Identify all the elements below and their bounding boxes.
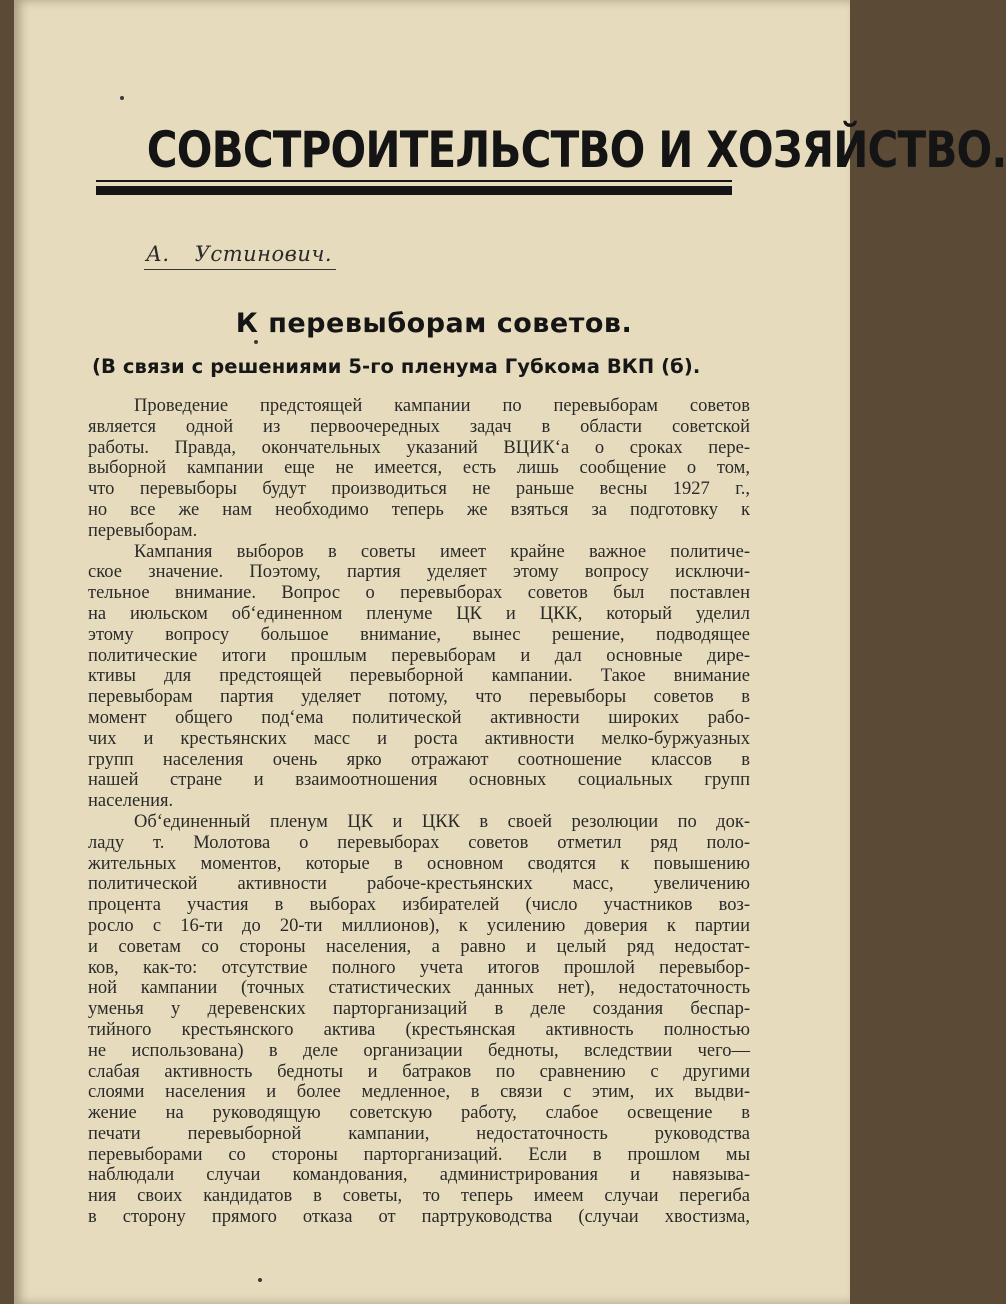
- body-line: ское значение. Поэтому, партия уделяет этому вопросу исключи-: [88, 562, 750, 583]
- body-line: тийного крестьянского актива (крестьянская активность полностью: [88, 1019, 750, 1040]
- body-line: политической активности рабоче-крестьянских масс, увеличению: [88, 874, 750, 895]
- body-line: политические итоги прошлым перевыборам и дал основные дире-: [88, 645, 750, 666]
- body-line: ков, как-то: отсутствие полного учета итогов прошлой перевыбор-: [88, 957, 750, 978]
- body-line: перевыборам партия уделяет потому, что перевыборы советов в: [88, 687, 750, 708]
- body-line: жение на руководящую советскую работу, слабое освещение в: [88, 1103, 750, 1124]
- section-title: СОВСТРОИТЕЛЬСТВО И ХОЗЯЙСТВО.: [146, 121, 1006, 179]
- body-line: слабая активность бедноты и батраков по сравнению с другими: [88, 1061, 750, 1082]
- body-line: этому вопросу большое внимание, вынес решение, подводящее: [88, 624, 750, 645]
- body-line: слоями населения и более медленное, в связи с этим, их выдви-: [88, 1082, 750, 1103]
- body-line: ктивы для предстоящей перевыборной кампании. Такое внимание: [88, 666, 750, 687]
- body-line: перевыборами со стороны парторганизаций. Если в прошлом мы: [88, 1144, 750, 1165]
- body-line: ладу т. Молотова о перевыборах советов отметил ряд поло-: [88, 832, 750, 853]
- body-line: ной кампании (точных статистических данных нет), недостаточность: [88, 978, 750, 999]
- body-line: населения.: [88, 791, 174, 812]
- body-line: тельное внимание. Вопрос о перевыборах советов был поставлен: [88, 583, 750, 604]
- body-line: Кампания выборов в советы имеет крайне важное политиче-: [134, 541, 750, 562]
- body-line: не использована) в деле организации бедноты, вследствии чего—: [88, 1040, 750, 1061]
- article-subtitle: (В связи с решениями 5-го пленума Губкома ВКП (б).: [92, 355, 701, 378]
- article-body: [88, 396, 750, 1228]
- print-speck: [120, 96, 124, 100]
- body-line: Об‘единенный пленум ЦК и ЦКК в своей резолюции по док-: [134, 811, 750, 832]
- body-line: и советам со стороны населения, а равно и целый ряд недостат-: [88, 936, 750, 957]
- body-line: на июльском об‘единенном пленуме ЦК и ЦКК, который уделил: [88, 603, 750, 624]
- body-line: момент общего под‘ема политической активности широких рабо-: [88, 707, 750, 728]
- body-line: чих и крестьянских масс и роста активности мелко-буржуазных: [88, 728, 750, 749]
- body-line: Проведение предстоящей кампании по перевыборам советов: [134, 396, 750, 416]
- body-line: перевыборам.: [88, 520, 198, 541]
- author-name: А. Устинович.: [144, 242, 336, 270]
- body-line: росло с 16-ти до 20-ти миллионов), к усилению доверия к партии: [88, 915, 750, 936]
- body-line: но все же нам необходимо теперь же взяться за подготовку к: [88, 499, 750, 520]
- body-line: что перевыборы будут производиться не раньше весны 1927 г.,: [88, 479, 750, 500]
- body-line: ния своих кандидатов в советы, то теперь имеем случаи перегиба: [88, 1186, 750, 1207]
- body-line: наблюдали случаи командования, администрирования и навязыва-: [88, 1165, 750, 1186]
- body-line: выборной кампании еще не имеется, есть лишь сообщение о том,: [88, 458, 750, 479]
- body-line: групп населения очень ярко отражают соотношение классов в: [88, 749, 750, 770]
- print-speck: [254, 340, 258, 344]
- title-rule-thin: [96, 180, 732, 182]
- body-line: печати перевыборной кампании, недостаточность руководства: [88, 1123, 750, 1144]
- body-line: жительных моментов, которые в основном сводятся к повышению: [88, 853, 750, 874]
- body-line: нашей стране и взаимоотношения основных социальных групп: [88, 770, 750, 791]
- body-line: является одной из первоочередных задач в области советской: [88, 416, 750, 437]
- body-line: уменья у деревенских парторганизаций в деле создания беспар-: [88, 999, 750, 1020]
- title-rule-thick: [96, 186, 732, 195]
- body-line: в сторону прямого отказа от партруководства (случаи хвостизма,: [88, 1207, 750, 1228]
- body-line: работы. Правда, окончательных указаний ВЦИК‘а о сроках пере-: [88, 437, 750, 458]
- print-speck: [258, 1278, 262, 1282]
- article-title: К перевыборам советов.: [235, 308, 633, 339]
- document-page: [14, 0, 1006, 1304]
- body-line: процента участия в выборах избирателей (число участников воз-: [88, 895, 750, 916]
